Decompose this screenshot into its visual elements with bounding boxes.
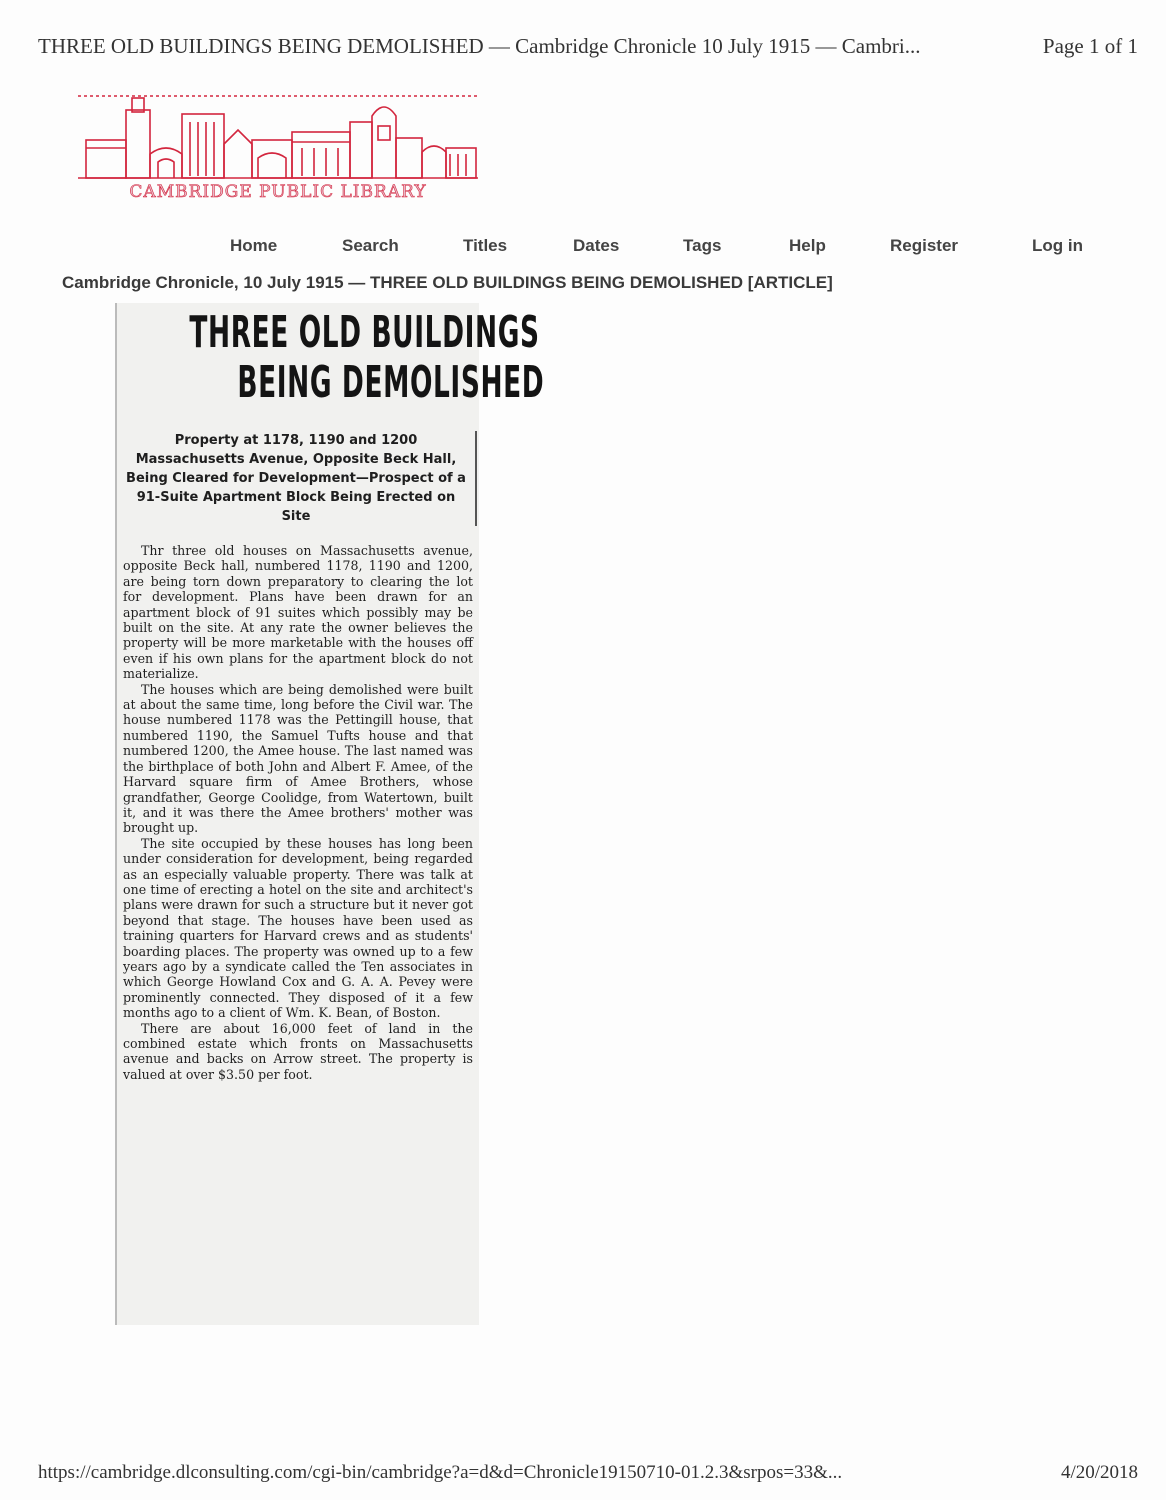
nav-dates[interactable]: Dates <box>573 236 620 255</box>
nav-home[interactable]: Home <box>230 236 278 255</box>
logo-text: CAMBRIDGE PUBLIC LIBRARY <box>129 182 427 202</box>
print-header-page-number: Page 1 of 1 <box>1042 34 1138 58</box>
nav-register[interactable]: Register <box>890 236 959 255</box>
newspaper-clipping <box>115 303 545 1325</box>
article-paragraph: Thr three old houses on Massachusetts avenue, opposite Beck hall, numbered 1178, 1190 and 1200, are being torn down preparatory to clearing the lot for development. Plans have been drawn for an apartment block of 91 suites which possibly may be built on the site. At any rate the owner believes the property will be more marketable with the houses off even if his own plans for the apartment block do not materialize. <box>123 543 473 682</box>
nav-search[interactable]: Search <box>342 236 399 255</box>
nav-help[interactable]: Help <box>789 236 826 255</box>
main-nav <box>0 236 1166 262</box>
nav-tags[interactable]: Tags <box>683 236 722 255</box>
library-skyline-icon <box>78 92 478 182</box>
article-paragraph: There are about 16,000 feet of land in the combined estate which fronts on Massachusetts avenue and backs on Arrow street. The property is valued at over $3.50 per foot. <box>123 1020 473 1082</box>
print-footer-url: https://cambridge.dlconsulting.com/cgi-bin/cambridge?a=d&d=Chronicle19150710-01.2.3&srpos=33&... <box>38 1462 843 1483</box>
headline-line-1: THREE OLD BUILDINGS <box>189 307 540 358</box>
headline-line-2: BEING DEMOLISHED <box>237 357 545 408</box>
nav-login[interactable]: Log in <box>1032 236 1083 255</box>
article-body <box>123 543 473 1082</box>
print-header <box>38 34 1138 66</box>
article-heading: Cambridge Chronicle, 10 July 1915 — THREE OLD BUILDINGS BEING DEMOLISHED [ARTICLE] <box>62 273 833 292</box>
article-deck: Property at 1178, 1190 and 1200 Massachusetts Avenue, Opposite Beck Hall, Being Cleared for Development—Prospect of a 91-Suite Apartment Block Being Erected on Site <box>121 431 477 526</box>
article-paragraph: The houses which are being demolished were built at about the same time, long before the Civil war. The house numbered 1178 was the Pettingill house, that numbered 1190, the Samuel Tufts house and that numbered 1200, the Amee house. The last named was the birthplace of both John and Albert F. Amee, of the Harvard square firm of Amee Brothers, whose grandfather, George Coolidge, from Watertown, built it, and it was there the Amee brothers' mother was brought up. <box>123 681 473 836</box>
nav-titles[interactable]: Titles <box>463 236 508 255</box>
print-footer <box>38 1462 1138 1490</box>
print-header-title: THREE OLD BUILDINGS BEING DEMOLISHED — Cambridge Chronicle 10 July 1915 — Cambri... <box>38 34 921 58</box>
article-paragraph: The site occupied by these houses has long been under consideration for development, being regarded as an especially valuable property. There was talk at one time of erecting a hotel on the site and architect's plans were drawn for such a structure but it never got beyond that stage. The houses have been used as training quarters for Harvard crews and as students' boarding places. The property was owned up to a few years ago by a syndicate called the Ten associates in which George Howland Cox and G. A. A. Pevey were prominently connected. They disposed of it a few months ago to a client of Wm. K. Bean, of Boston. <box>123 835 473 1021</box>
print-footer-date: 4/20/2018 <box>1060 1462 1138 1483</box>
library-logo[interactable] <box>78 92 478 207</box>
article-headline <box>189 307 545 408</box>
